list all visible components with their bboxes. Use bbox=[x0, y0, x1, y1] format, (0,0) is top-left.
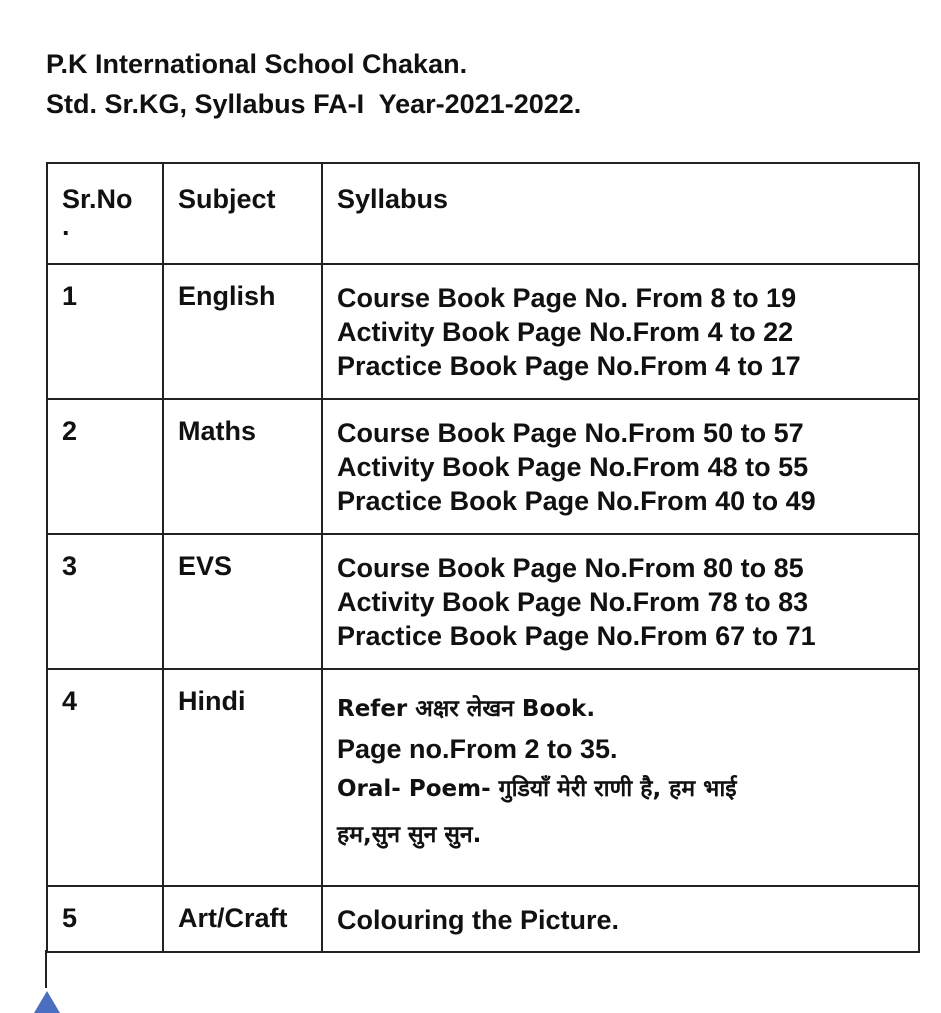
row-sr: 4 bbox=[47, 669, 163, 886]
syllabus-line: Colouring the Picture. bbox=[337, 905, 620, 935]
syllabus-line: Page no.From 2 to 35. bbox=[337, 734, 618, 764]
school-name: P.K International School Chakan. bbox=[46, 49, 468, 79]
header-srno-dot: . bbox=[62, 211, 70, 241]
table-header-row bbox=[47, 163, 919, 264]
syllabus-line: Course Book Page No.From 80 to 85 bbox=[337, 553, 804, 583]
syllabus-line: Activity Book Page No.From 48 to 55 bbox=[337, 452, 809, 482]
syllabus-line: Activity Book Page No.From 78 to 83 bbox=[337, 587, 809, 617]
row-syllabus bbox=[322, 534, 919, 669]
table-row bbox=[47, 399, 919, 534]
syllabus-line: Course Book Page No.From 50 to 57 bbox=[337, 418, 804, 448]
document-heading bbox=[46, 44, 581, 124]
row-sr: 2 bbox=[47, 399, 163, 534]
header-srno-label: Sr.No bbox=[62, 184, 133, 214]
header-srno bbox=[47, 163, 163, 264]
syllabus-line: Practice Book Page No.From 40 to 49 bbox=[337, 486, 816, 516]
row-sr: 3 bbox=[47, 534, 163, 669]
syllabus-table bbox=[46, 162, 920, 953]
syllabus-line: Practice Book Page No.From 67 to 71 bbox=[337, 621, 816, 651]
table-row bbox=[47, 264, 919, 399]
row-sr: 5 bbox=[47, 886, 163, 952]
table-row bbox=[47, 886, 919, 952]
row-sr: 1 bbox=[47, 264, 163, 399]
text-cursor-line bbox=[45, 950, 47, 988]
header-syllabus: Syllabus bbox=[322, 163, 919, 264]
syllabus-line: Practice Book Page No.From 4 to 17 bbox=[337, 351, 801, 381]
selection-handle-icon[interactable] bbox=[34, 991, 60, 1013]
syllabus-line: Activity Book Page No.From 4 to 22 bbox=[337, 317, 794, 347]
row-syllabus bbox=[322, 669, 919, 886]
row-syllabus bbox=[322, 886, 919, 952]
row-syllabus bbox=[322, 264, 919, 399]
row-subject: Maths bbox=[163, 399, 322, 534]
table-row bbox=[47, 669, 919, 886]
standard-line: Std. Sr.KG, Syllabus FA-I Year-2021-2022. bbox=[46, 89, 582, 119]
header-subject: Subject bbox=[163, 163, 322, 264]
row-subject: EVS bbox=[163, 534, 322, 669]
row-subject: Art/Craft bbox=[163, 886, 322, 952]
syllabus-line: Oral- Poem- गुडियाँ मेरी राणी है, हम भाई bbox=[337, 776, 737, 802]
table-row bbox=[47, 534, 919, 669]
syllabus-line: हम,सुन सुन सुन. bbox=[337, 822, 482, 848]
row-subject: Hindi bbox=[163, 669, 322, 886]
row-subject: English bbox=[163, 264, 322, 399]
syllabus-line: Course Book Page No. From 8 to 19 bbox=[337, 283, 797, 313]
row-syllabus bbox=[322, 399, 919, 534]
syllabus-line: Refer अक्षर लेखन Book. bbox=[337, 696, 596, 722]
